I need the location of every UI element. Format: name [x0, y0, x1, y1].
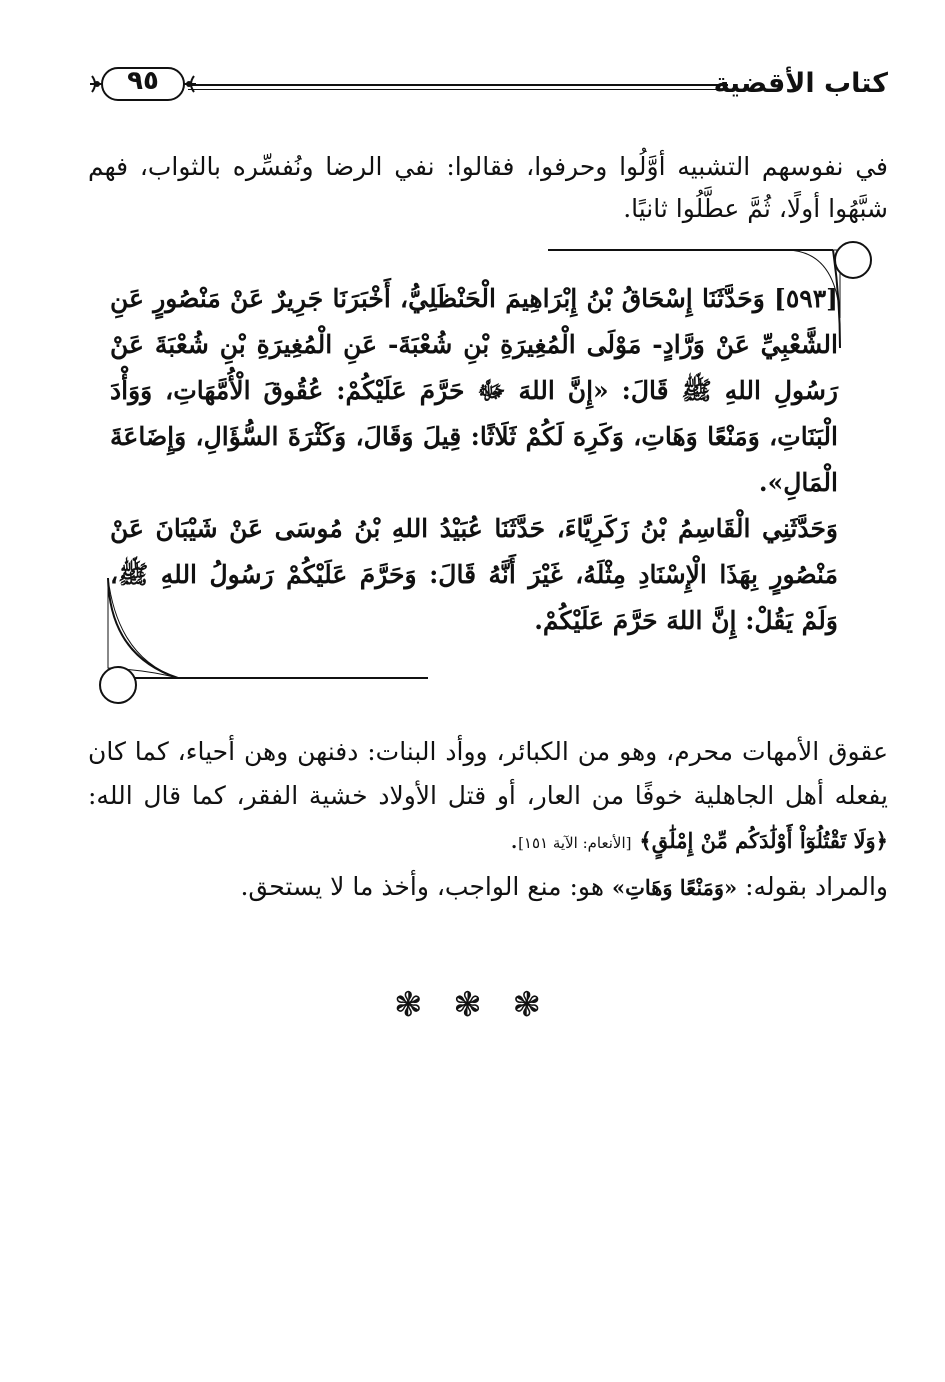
commentary-paragraph-1 — [88, 730, 888, 865]
page-number: ٩٥ — [127, 66, 159, 96]
hadith-text — [110, 276, 838, 644]
hadith-quote: «وَمَنْعًا وَهَاتِ» — [611, 875, 738, 900]
quran-verse: ﴿وَلَا تَقْتُلُوٓاْ أَوْلَٰدَكُم مِّنْ إِمْلَٰقٍ﴾ — [639, 828, 888, 853]
commentary-text-3: هو: منع الواجب، وأخذ ما لا يستحق. — [240, 872, 605, 901]
commentary — [88, 730, 888, 910]
verse-reference: [الأنعام: الآية ١٥١] — [518, 834, 632, 852]
page-header — [88, 62, 888, 110]
section-separator: ❃ ❃ ❃ — [393, 985, 552, 1025]
commentary-text-1: عقوق الأمهات محرم، وهو من الكبائر، ووأد البنات: دفنهن وهن أحياء، كما كان يفعله أهل الجاهلية خوفًا من العار، أو قتل الأولاد خشية الفقر، كما قال الله: — [88, 737, 888, 810]
intro-paragraph: في نفوسهم التشبيه أوَّلُوا وحرفوا، فقالوا: نفي الرضا ونُفسِّره بالثواب، فهم شبَّهُوا أولًا، ثُمَّ عطَّلُوا ثانيًا. — [88, 152, 888, 223]
hadith-paragraph-2: وَحَدَّثَنِي الْقَاسِمُ بْنُ زَكَرِيَّاءَ، حَدَّثَنَا عُبَيْدُ اللهِ بْنُ مُوسَى عَنْ شَيْبَانَ عَنْ مَنْصُورٍ بِهَذَا الْإِسْنَادِ مِثْلَهُ، غَيْرَ أَنَّهُ قَالَ: وَحَرَّمَ عَلَيْكُمْ رَسُولُ اللهِ ﷺ، وَلَمْ يَقُلْ: إِنَّ اللهَ حَرَّمَ عَلَيْكُمْ. — [110, 514, 838, 635]
hadith-paragraph-1: [٥٩٣] وَحَدَّثَنَا إِسْحَاقُ بْنُ إِبْرَاهِيمَ الْحَنْظَلِيُّ، أَخْبَرَنَا جَرِيرٌ عَنْ مَنْصُورٍ عَنِ الشَّعْبِيِّ عَنْ وَرَّادٍ- مَوْلَى الْمُغِيرَةِ بْنِ شُعْبَةَ- عَنِ الْمُغِيرَةِ بْنِ شُعْبَةَ عَنْ رَسُولِ اللهِ ﷺ قَالَ: «إِنَّ اللهَ ﷻ حَرَّمَ عَلَيْكُمْ: عُقُوقَ الْأُمَّهَاتِ، وَوَأْدَ الْبَنَاتِ، وَمَنْعًا وَهَاتِ، وَكَرِهَ لَكُمْ ثَلَاثًا: قِيلَ وَقَالَ، وَكَثْرَةَ السُّؤَالِ، وَإِضَاعَةَ الْمَالِ». — [110, 284, 838, 497]
header-rule — [188, 84, 728, 90]
commentary-text-2: والمراد بقوله: — [745, 872, 888, 901]
commentary-period: . — [510, 825, 519, 854]
commentary-paragraph-2 — [88, 865, 888, 910]
running-title: كتاب الأقضية — [713, 68, 888, 99]
